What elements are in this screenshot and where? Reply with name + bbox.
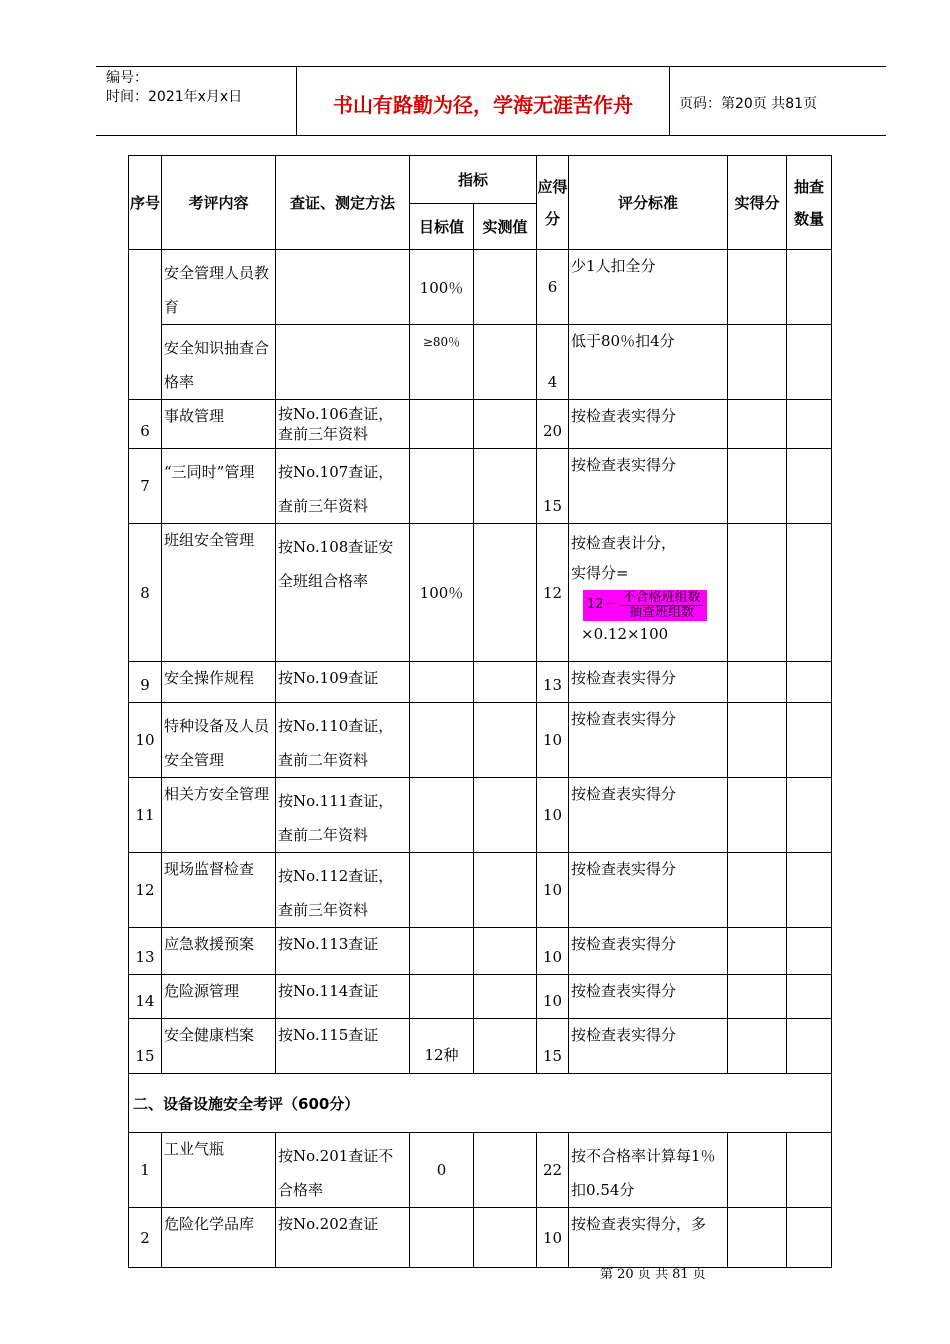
table-header-row [129, 156, 832, 204]
actual-score-cell [728, 928, 787, 975]
score-formula [583, 590, 707, 621]
sample-count-cell [787, 703, 832, 778]
target-cell [410, 928, 474, 975]
table-row [129, 975, 832, 1019]
section-title: 二、设备设施安全考评（600分） [129, 1074, 832, 1133]
header-time-label: 时间：2021年x月x日 [106, 89, 243, 105]
criteria-cell: 按检查表实得分 [569, 928, 728, 975]
actual-score-cell [728, 524, 787, 662]
table-row [129, 1133, 832, 1208]
header-method: 查证、测定方法 [276, 156, 410, 250]
header-indicator: 指标 [410, 156, 537, 204]
criteria-cell: 按检查表实得分 [569, 449, 728, 524]
sample-count-cell [787, 662, 832, 703]
actual-score-cell [728, 1019, 787, 1074]
sample-count-cell [787, 1133, 832, 1208]
sample-count-cell [787, 778, 832, 853]
criteria-cell: 按检查表实得分 [569, 778, 728, 853]
criteria-line: ×0.12×100 [581, 624, 669, 643]
seq-cell: 12 [129, 853, 162, 928]
target-cell: 100％ [410, 250, 474, 325]
method-cell: 按No.108查证安全班组合格率 [276, 524, 410, 662]
sample-count-cell [787, 250, 832, 325]
measured-cell [474, 703, 537, 778]
table-row [129, 662, 832, 703]
seq-cell: 15 [129, 1019, 162, 1074]
sample-count-cell [787, 400, 832, 449]
criteria-cell: 按检查表实得分 [569, 400, 728, 449]
actual-score-cell [728, 1133, 787, 1208]
sample-count-cell [787, 449, 832, 524]
method-cell: 按No.106查证，查前三年资料 [276, 400, 410, 449]
table-row [129, 250, 832, 325]
header-content: 考评内容 [162, 156, 276, 250]
seq-cell: 11 [129, 778, 162, 853]
content-cell: 现场监督检查 [162, 853, 276, 928]
formula-numerator: 不合格班组数 [622, 589, 701, 605]
header-meta [106, 69, 296, 107]
header-due-score: 应得分 [537, 156, 569, 250]
seq-cell: 14 [129, 975, 162, 1019]
criteria-cell: 少1人扣全分 [569, 250, 728, 325]
seq-cell: 9 [129, 662, 162, 703]
header-divider [669, 67, 670, 135]
table-row [129, 1019, 832, 1074]
score-cell: 13 [537, 662, 569, 703]
content-cell: 安全操作规程 [162, 662, 276, 703]
measured-cell [474, 928, 537, 975]
measured-cell [474, 1019, 537, 1074]
seq-cell: 13 [129, 928, 162, 975]
content-cell: 班组安全管理 [162, 524, 276, 662]
criteria-line: 实得分= [571, 564, 629, 582]
measured-cell [474, 662, 537, 703]
method-cell: 按No.110查证，查前二年资料 [276, 703, 410, 778]
sample-count-cell [787, 853, 832, 928]
target-cell: ≥80％ [410, 325, 474, 400]
page-header [96, 66, 886, 136]
actual-score-cell [728, 250, 787, 325]
content-cell: 特种设备及人员安全管理 [162, 703, 276, 778]
content-cell: 工业气瓶 [162, 1133, 276, 1208]
criteria-cell: 按检查表实得分，多 [569, 1208, 728, 1268]
score-cell: 4 [537, 325, 569, 400]
content-cell: 相关方安全管理 [162, 778, 276, 853]
sample-count-cell [787, 928, 832, 975]
actual-score-cell [728, 853, 787, 928]
header-measured: 实测值 [474, 204, 537, 250]
table-row [129, 778, 832, 853]
method-cell: 按No.112查证，查前三年资料 [276, 853, 410, 928]
sample-count-cell [787, 1208, 832, 1268]
header-actual-score: 实得分 [728, 156, 787, 250]
score-cell: 10 [537, 778, 569, 853]
target-cell [410, 703, 474, 778]
score-cell: 10 [537, 928, 569, 975]
target-cell [410, 1208, 474, 1268]
table-row [129, 853, 832, 928]
actual-score-cell [728, 778, 787, 853]
measured-cell [474, 975, 537, 1019]
method-cell: 按No.114查证 [276, 975, 410, 1019]
actual-score-cell [728, 400, 787, 449]
measured-cell [474, 325, 537, 400]
measured-cell [474, 449, 537, 524]
table-row [129, 703, 832, 778]
criteria-cell: 按不合格率计算每1％扣0.54分 [569, 1133, 728, 1208]
formula-fraction [621, 591, 703, 620]
measured-cell [474, 853, 537, 928]
header-motto: 书山有路勤为径，学海无涯苦作舟 [333, 93, 633, 117]
header-number-label: 编号： [106, 70, 148, 86]
sample-count-cell [787, 524, 832, 662]
seq-cell [129, 250, 162, 400]
criteria-cell: 低于80％扣4分 [569, 325, 728, 400]
method-cell: 按No.202查证 [276, 1208, 410, 1268]
method-cell: 按No.111查证，查前二年资料 [276, 778, 410, 853]
score-cell: 20 [537, 400, 569, 449]
score-cell: 10 [537, 703, 569, 778]
header-target: 目标值 [410, 204, 474, 250]
target-cell [410, 449, 474, 524]
measured-cell [474, 1133, 537, 1208]
formula-denominator: 抽查班组数 [629, 604, 695, 620]
seq-cell: 10 [129, 703, 162, 778]
actual-score-cell [728, 449, 787, 524]
seq-cell: 1 [129, 1133, 162, 1208]
sample-count-cell [787, 325, 832, 400]
measured-cell [474, 250, 537, 325]
method-cell [276, 250, 410, 325]
page-footer: 第 20 页 共 81 页 [600, 1267, 706, 1282]
criteria-cell: 按检查表实得分 [569, 1019, 728, 1074]
method-cell: 按No.113查证 [276, 928, 410, 975]
measured-cell [474, 400, 537, 449]
seq-cell: 7 [129, 449, 162, 524]
table-row [129, 449, 832, 524]
seq-cell: 8 [129, 524, 162, 662]
content-cell: 事故管理 [162, 400, 276, 449]
sample-count-cell [787, 1019, 832, 1074]
score-cell: 6 [537, 250, 569, 325]
score-cell: 10 [537, 853, 569, 928]
criteria-line: 按检查表计分， [571, 534, 677, 552]
section-row [129, 1074, 832, 1133]
table-row [129, 400, 832, 449]
header-criteria: 评分标准 [569, 156, 728, 250]
content-cell: 危险化学品库 [162, 1208, 276, 1268]
target-cell [410, 853, 474, 928]
content-cell: 危险源管理 [162, 975, 276, 1019]
content-cell: 安全知识抽查合格率 [162, 325, 276, 400]
method-cell: 按No.115查证 [276, 1019, 410, 1074]
seq-cell: 2 [129, 1208, 162, 1268]
header-seq: 序号 [129, 156, 162, 250]
actual-score-cell [728, 325, 787, 400]
actual-score-cell [728, 662, 787, 703]
method-cell: 按No.201查证不合格率 [276, 1133, 410, 1208]
actual-score-cell [728, 975, 787, 1019]
criteria-cell: 按检查表实得分 [569, 853, 728, 928]
table-row [129, 325, 832, 400]
evaluation-table [128, 155, 832, 1268]
content-cell: 安全管理人员教育 [162, 250, 276, 325]
content-cell: 应急救援预案 [162, 928, 276, 975]
method-cell: 按No.107查证，查前三年资料 [276, 449, 410, 524]
sample-count-cell [787, 975, 832, 1019]
measured-cell [474, 524, 537, 662]
score-cell: 10 [537, 1208, 569, 1268]
content-cell: “三同时”管理 [162, 449, 276, 524]
score-cell: 15 [537, 1019, 569, 1074]
measured-cell [474, 1208, 537, 1268]
seq-cell: 6 [129, 400, 162, 449]
target-cell: 100％ [410, 524, 474, 662]
target-cell: 0 [410, 1133, 474, 1208]
target-cell [410, 662, 474, 703]
criteria-cell: 按检查表实得分 [569, 662, 728, 703]
method-cell [276, 325, 410, 400]
target-cell [410, 778, 474, 853]
criteria-cell [569, 524, 728, 662]
table-row [129, 928, 832, 975]
formula-lead: 12－ [587, 597, 617, 612]
header-sample-count: 抽查数量 [787, 156, 832, 250]
method-cell: 按No.109查证 [276, 662, 410, 703]
target-cell [410, 400, 474, 449]
score-cell: 10 [537, 975, 569, 1019]
criteria-cell: 按检查表实得分 [569, 975, 728, 1019]
target-cell [410, 975, 474, 1019]
score-cell: 12 [537, 524, 569, 662]
criteria-cell: 按检查表实得分 [569, 703, 728, 778]
actual-score-cell [728, 703, 787, 778]
target-cell: 12种 [410, 1019, 474, 1074]
score-cell: 22 [537, 1133, 569, 1208]
measured-cell [474, 778, 537, 853]
table-row [129, 524, 832, 662]
content-cell: 安全健康档案 [162, 1019, 276, 1074]
actual-score-cell [728, 1208, 787, 1268]
score-cell: 15 [537, 449, 569, 524]
header-page-label: 页码：第20页 共81页 [679, 96, 818, 112]
table-row [129, 1208, 832, 1268]
